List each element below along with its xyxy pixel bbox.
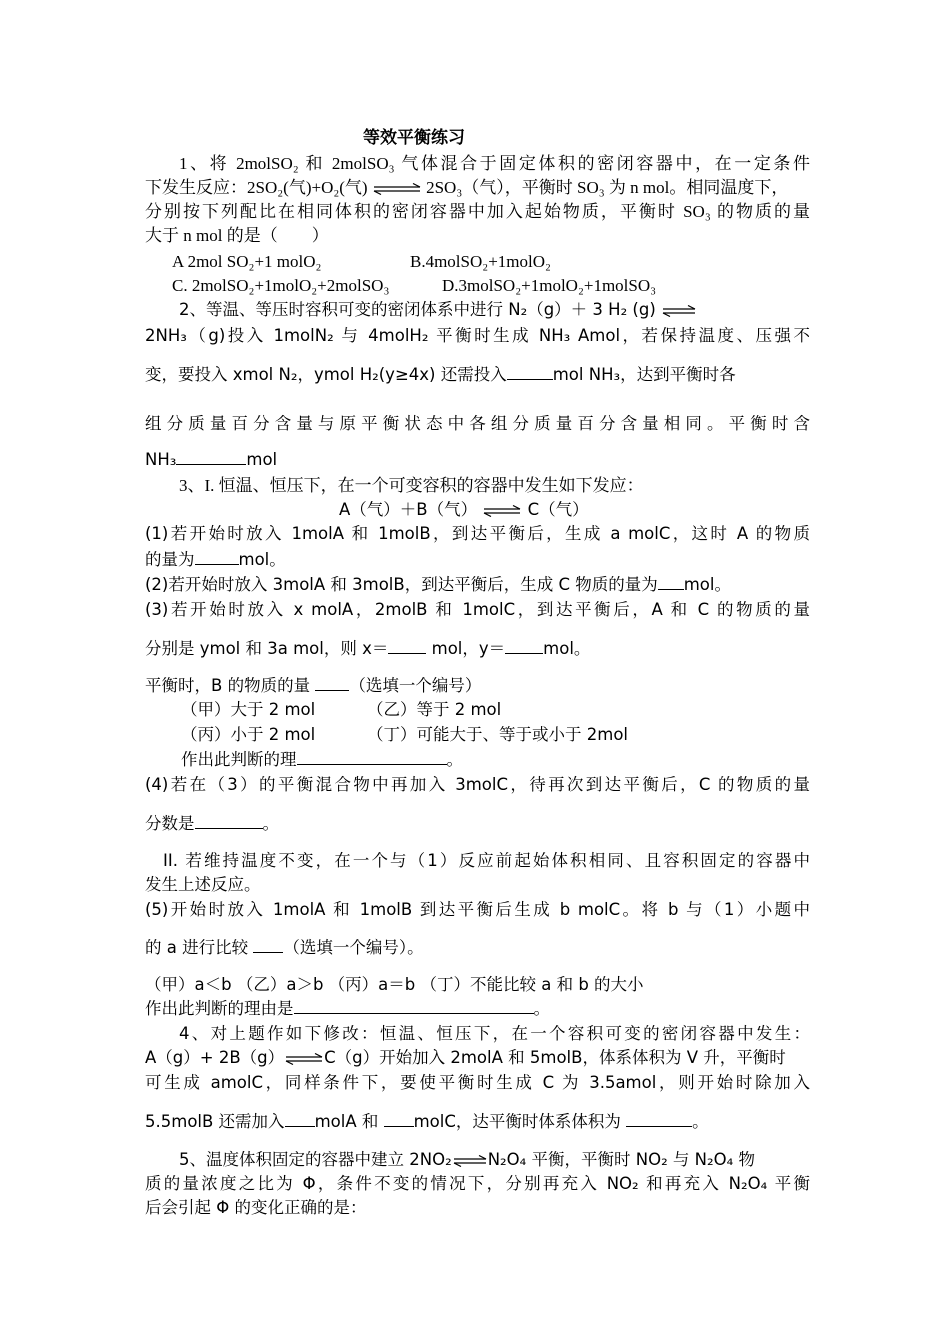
q3-part5-text: 的 a 进行比较 <box>145 938 249 957</box>
q3-reason-period: 。 <box>446 750 463 769</box>
q2-line-2: 2NH₃（g)投入 1molN₂ 与 4molH₂ 平衡时生成 NH₃ Amol，若保持温度、压强不 <box>145 326 810 345</box>
q4-reaction-left: A（g）+ 2B（g） <box>145 1048 285 1067</box>
q3-part2 <box>145 573 731 597</box>
q3-part1-line-2 <box>145 548 286 572</box>
answer-blank[interactable] <box>297 748 447 765</box>
q2-line-4: 组分质量百分含量与原平衡状态中各组分质量百分含量相同。平衡时含 <box>145 414 810 433</box>
q3-part5-hint: （选填一个编号）。 <box>283 938 424 957</box>
q3-reason-label: 作出此判断的理 <box>181 750 297 769</box>
q1-option-a: A 2mol SO₂+1 molO₂ <box>172 252 322 271</box>
q4-line-3: 可生成 amolC，同样条件下，要使平衡时生成 C 为 3.5amol，则开始时除加入 <box>145 1073 810 1092</box>
answer-blank[interactable] <box>294 997 534 1014</box>
q3-equation <box>339 498 589 522</box>
q2-line-3b: mol NH₃，达到平衡时各 <box>552 365 736 384</box>
equilibrium-arrow-icon <box>482 505 522 517</box>
q3-reason-line <box>181 748 463 772</box>
q4-line-1: 4、对上题作如下修改：恒温、恒压下，在一个容积可变的密闭容器中发生： <box>179 1024 810 1043</box>
q4-text-a: 5.5molB 还需加入 <box>145 1112 285 1131</box>
q5-text-b: N₂O₄ 平衡，平衡时 NO₂ 与 N₂O₄ 物 <box>487 1150 755 1169</box>
q3-compare-options: （甲）a＜b （乙）a＞b （丙）a＝b （丁）不能比较 a 和 b 的大小 <box>145 975 644 994</box>
q5-text-a: 5、温度体积固定的容器中建立 2NO₂ <box>179 1150 452 1169</box>
q4-period: 。 <box>692 1112 709 1131</box>
equilibrium-arrow-icon <box>372 183 422 195</box>
q3-part4-line-1: (4)若在（3）的平衡混合物中再加入 3molC，待再次到达平衡后，C 的物质的量 <box>145 775 810 794</box>
equilibrium-arrow-icon <box>452 1155 488 1167</box>
q3-option-bing: （丙）小于 2 mol <box>181 725 316 744</box>
q1-line-3: 分别按下列配比在相同体积的密闭容器中加入起始物质，平衡时 SO₃ 的物质的量 <box>145 202 810 221</box>
answer-blank[interactable] <box>658 573 684 590</box>
answer-blank[interactable] <box>505 637 543 654</box>
q5-line-2: 质的量浓度之比为 Φ，条件不变的情况下，分别再充入 NO₂ 和再充入 N₂O₄ 平衡 <box>145 1174 810 1193</box>
q2-reaction: 2、等温、等压时容积可变的密闭体系中进行 N₂（g）＋ 3 H₂ (g) <box>179 300 656 319</box>
q3-part1-unit: mol。 <box>238 550 286 569</box>
q2-line-3a: 变，要投入 xmol N₂，ymol H₂(y≥4x) 还需投入 <box>145 365 507 384</box>
q3-part1-line-1: (1)若开始时放入 1molA 和 1molB，到达平衡后，生成 a molC，这时 A 的物质 <box>145 524 810 543</box>
equilibrium-arrow-icon <box>284 1053 324 1065</box>
q3-part3-unit: mol。 <box>543 639 591 658</box>
q1-reaction-right: 2SO₃（气），平衡时 SO₃ 为 n mol。相同温度下， <box>426 178 789 197</box>
q3-part3-b-text: 平衡时，B 的物质的量 <box>145 676 311 695</box>
q1-reaction-left: 下发生反应：2SO₂(气)+O₂(气) <box>145 178 368 197</box>
q5-line-3: 后会引起 Φ 的变化正确的是： <box>145 1198 367 1217</box>
q3-part5-line-2 <box>145 936 424 960</box>
answer-blank[interactable] <box>253 936 283 953</box>
q3-intro: 3、I. 恒温、恒压下，在一个可变容积的容器中发生如下发应： <box>179 476 644 495</box>
q1-line-1: 1、将 2molSO₂ 和 2molSO₃ 气体混合于固定体积的密闭容器中，在一定条件 <box>179 154 810 173</box>
q3-part5-line-1: (5)开始时放入 1molA 和 1molB 到达平衡后生成 b molC。将 b 与（1）小题中 <box>145 900 810 919</box>
q3-part4-period: 。 <box>262 814 279 833</box>
answer-blank[interactable] <box>388 637 426 654</box>
q2-line-3 <box>145 363 736 387</box>
q3-eq-right: C（气） <box>527 500 589 519</box>
answer-blank[interactable] <box>176 448 246 465</box>
q3-option-ding: （丁）可能大于、等于或小于 2mol <box>367 725 628 744</box>
page-title: 等效平衡练习 <box>363 128 465 148</box>
q1-line-2 <box>145 176 788 200</box>
q4-text-c: molC，达平衡时体系体积为 <box>413 1112 621 1131</box>
q3-part-ii-line-1: II. 若维持温度不变，在一个与（1）反应前起始体积相同、且容积固定的容器中 <box>163 851 810 870</box>
q2-line-5 <box>145 448 277 472</box>
answer-blank[interactable] <box>384 1110 414 1127</box>
q4-text-b: molA 和 <box>314 1112 379 1131</box>
answer-blank[interactable] <box>195 548 239 565</box>
q4-line-4 <box>145 1110 709 1134</box>
q4-reaction-right: C（g）开始加入 2molA 和 5molB，体系体积为 V 升，平衡时 <box>324 1048 786 1067</box>
q3-part3-line-2 <box>145 637 590 661</box>
q1-option-d: D.3molSO₂+1molO₂+1molSO₃ <box>442 276 657 295</box>
answer-blank[interactable] <box>507 363 553 380</box>
q1-option-b: B.4molSO₂+1molO₂ <box>410 252 551 271</box>
q3-reason2-period: 。 <box>533 999 550 1018</box>
equilibrium-arrow-icon <box>661 305 697 317</box>
q3-option-yi: （乙）等于 2 mol <box>367 700 502 719</box>
q1-option-c: C. 2molSO₂+1molO₂+2molSO₃ <box>172 276 390 295</box>
q3-part4-line-2 <box>145 812 279 836</box>
q3-reason2-label: 作出此判断的理由是 <box>145 999 294 1018</box>
q3-part2-text: (2)若开始时放入 3molA 和 3molB，到达平衡后，生成 C 物质的量为 <box>145 575 658 594</box>
answer-blank[interactable] <box>315 674 349 691</box>
q3-part3-line-1: (3)若开始时放入 x molA，2molB 和 1molC，到达平衡后，A 和 C 的物质的量 <box>145 600 810 619</box>
answer-blank[interactable] <box>626 1110 692 1127</box>
q3-part3-text-2: mol，y＝ <box>431 639 506 658</box>
answer-blank[interactable] <box>195 812 263 829</box>
q2-line-5a: NH₃ <box>145 450 177 469</box>
answer-blank[interactable] <box>285 1110 315 1127</box>
q3-part4-text: 分数是 <box>145 814 195 833</box>
q2-line-5b: mol <box>246 450 278 469</box>
q3-part3-line-3 <box>145 674 481 698</box>
q3-part3-text: 分别是 ymol 和 3a mol，则 x＝ <box>145 639 389 658</box>
q2-line-1 <box>179 298 697 322</box>
q3-option-jia: （甲）大于 2 mol <box>181 700 316 719</box>
q3-eq-left: A（气）＋B（气） <box>339 500 478 519</box>
q3-part2-unit: mol。 <box>683 575 731 594</box>
q3-part1-text: 的量为 <box>145 550 195 569</box>
q1-line-4: 大于 n mol 的是（ ） <box>145 226 329 245</box>
q3-part3-hint: （选填一个编号） <box>349 676 482 695</box>
q3-part-ii-line-2: 发生上述反应。 <box>145 875 261 894</box>
q4-line-2 <box>145 1046 786 1070</box>
q5-line-1 <box>179 1148 755 1172</box>
q3-reason2-line <box>145 997 550 1021</box>
